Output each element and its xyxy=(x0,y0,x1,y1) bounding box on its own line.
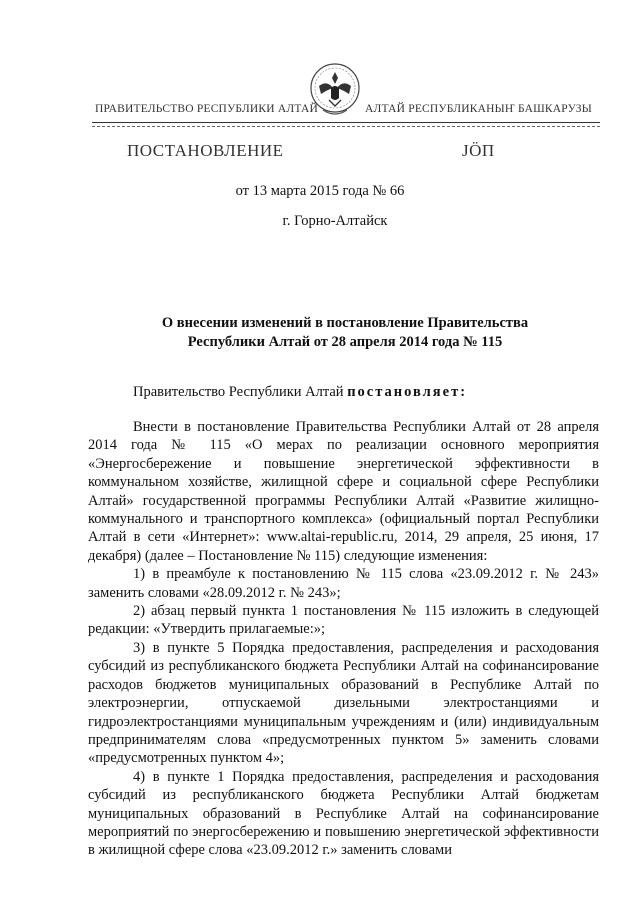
header-rule-secondary xyxy=(92,126,600,127)
body-paragraph-intro: Внести в постановление Правительства Республики Алтай от 28 апреля 2014 года № 115 «О мерах по реализации основного мероприятия «Энергосбережение и повышение энергетической эффективности в коммунальном хозяйстве, жилищной сфере и социальной сфере Республики Алтай» государственной программы Республики Алтай «Развитие жилищно-коммунального и транспортного комплекса» (официальный портал Республики Алтай в сети «Интернет»: www.altai-republic.ru, 2014, 29 апреля, 25 июня, 17 декабря) (далее – Постановление № 115) следующие изменения: xyxy=(88,419,599,564)
document-title-line-1: О внесении изменений в постановление Правительства xyxy=(161,315,529,331)
header-rule xyxy=(92,122,600,123)
header-org-left: ПРАВИТЕЛЬСТВО РЕСПУБЛИКИ АЛТАЙ xyxy=(95,103,319,115)
body-paragraph-item-3: 3) в пункте 5 Порядка предоставления, распределения и расходования субсидий из республиканского бюджета Республики Алтай на софинансирование расходов бюджетов муниципальных образований в Республике Алтай по электроэнергии, отпускаемой дизельными электростанциями и гидроэлектростанциями муниципальным учреждениям и (или) индивидуальным предпринимателям слова «предусмотренных пунктом 5» заменить словами «предусмотренных пунктом 4»; xyxy=(88,639,599,767)
header-org-right: АЛТАЙ РЕСПУБЛИКАНЫҤ БАШКАРУЗЫ xyxy=(365,103,592,115)
decree-date-number: от 13 марта 2015 года № 66 xyxy=(235,183,405,199)
body-paragraph-item-1: 1) в преамбуле к постановлению № 115 слова «23.09.2012 г. № 243» заменить словами «28.09.2012 г. № 243»; xyxy=(88,566,599,601)
decree-lead xyxy=(133,384,467,401)
body-paragraph-item-2: 2) абзац первый пункта 1 постановления № 115 изложить в следующей редакции: «Утвердить прилагаемые:»; xyxy=(88,603,599,638)
decree-lead-verb: постановляет: xyxy=(347,384,468,400)
document-title-line-2: Республики Алтай от 28 апреля 2014 года № 115 xyxy=(187,334,503,350)
decree-type-alt: ЈӦП xyxy=(462,141,495,160)
body-paragraph-item-4: 4) в пункте 1 Порядка предоставления, распределения и расходования субсидий из республиканского бюджета Республики Алтай бюджетам муниципальных образований в Республике Алтай на софинансирование мероприятий по энергосбережению и повышению энергетической эффективности в жилищной сфере слова «23.09.2012 г.» заменить словами xyxy=(88,768,599,859)
document-body xyxy=(88,418,599,860)
document-title xyxy=(90,314,600,352)
decree-city: г. Горно-Алтайск xyxy=(282,213,388,229)
decree-type-ru: ПОСТАНОВЛЕНИЕ xyxy=(127,141,284,160)
decree-lead-prefix: Правительство Республики Алтай xyxy=(133,384,348,400)
